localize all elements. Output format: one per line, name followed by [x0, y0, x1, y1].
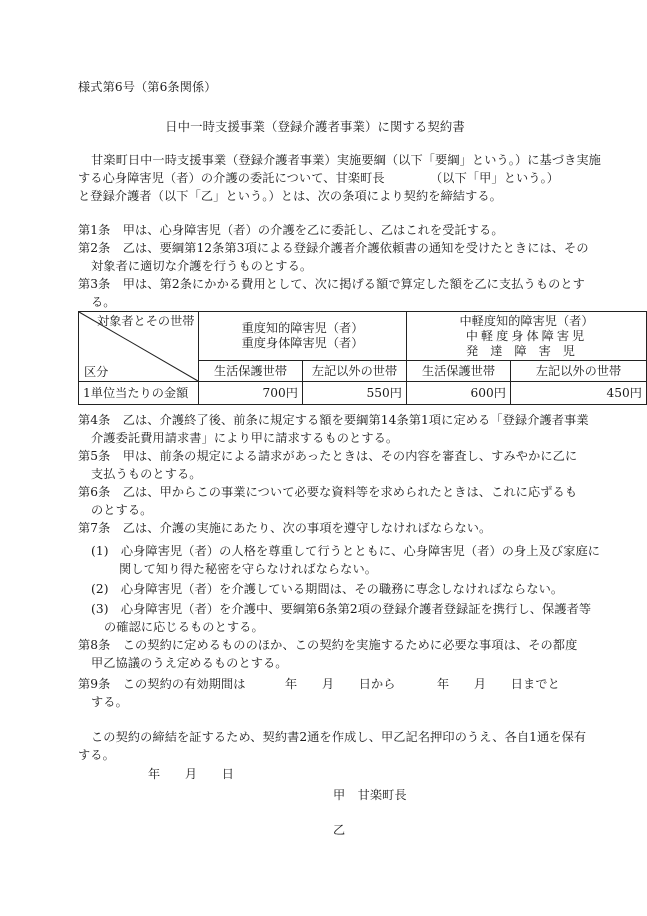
article-4-line-1: 第4条 乙は、介護終了後、前条に規定する額を要綱第14条第1項に定める「登録介護者事業	[78, 413, 589, 427]
article-7-item-3-line-2: の確認に応じるものとする。	[104, 620, 264, 634]
article-7: 第7条 乙は、介護の実施にあたり、次の事項を遵守しなければならない。	[78, 521, 492, 535]
article-6-line-1: 第6条 乙は、甲からこの事業について必要な資料等を求められたときは、これに応ずるも	[78, 485, 578, 499]
article-9-line-1a: 第9条 この契約の有効期間は	[78, 677, 246, 691]
article-2-line-1: 第2条 乙は、要綱第12条第3項による登録介護者介護依頼書の通知を受けたときには、その	[78, 241, 589, 255]
article-3-line-2: る。	[91, 295, 116, 309]
party-a-signature: 甲 甘楽町長	[333, 788, 407, 802]
article-8-line-1: 第8条 この契約に定めるもののほか、この契約を実施するために必要な事項は、その都度	[78, 638, 578, 652]
article-8-line-2: 甲乙協議のうえ定めるものとする。	[91, 656, 288, 670]
group-moderate-line-2: 中軽度身体障害児	[465, 328, 588, 343]
corner-header-target: 対象者とその世帯	[97, 314, 195, 328]
article-7-item-1-line-2: 関して知り得た秘密を守らなければならない。	[119, 562, 378, 576]
article-7-item-1-line-1: (1) 心身障害児（者）の人格を尊重して行うとともに、心身障害児（者）の身上及び家庭に	[91, 544, 601, 558]
group-header-moderate	[407, 312, 647, 361]
amount-cell: 550円	[303, 382, 407, 405]
subheader-other-1: 左記以外の世帯	[303, 361, 407, 382]
article-4-line-2: 介護委託費用請求書」により甲に請求するものとする。	[91, 431, 399, 445]
corner-header-category: 区分	[84, 365, 109, 379]
form-number: 様式第6号（第6条関係）	[78, 80, 217, 94]
article-5-line-2: 支払うものとする。	[91, 467, 202, 481]
closing-line-2: する。	[78, 748, 115, 762]
subheader-welfare-1: 生活保護世帯	[199, 361, 303, 382]
article-1: 第1条 甲は、心身障害児（者）の介護を乙に委託し、乙はこれを受託する。	[78, 223, 504, 237]
group-severe-line-1: 重度知的障害児（者）	[241, 321, 364, 335]
article-9-line-2: する。	[91, 695, 128, 709]
document-title: 日中一時支援事業（登録介護者事業）に関する契約書	[165, 119, 465, 134]
intro-line-3: と登録介護者（以下「乙」という。）とは、次の条項により契約を締結する。	[78, 189, 502, 203]
signing-date: 年 月 日	[148, 767, 235, 781]
group-moderate-line-1: 中軽度知的障害児（者）	[459, 313, 594, 328]
article-3-line-1: 第3条 甲は、第2条にかかる費用として、次に掲げる額で算定した額を乙に支払うものとす	[78, 277, 585, 291]
table-corner-cell	[79, 312, 199, 382]
intro-line-2a: する心身障害児（者）の介護の委託について、甘楽町長	[78, 171, 385, 185]
group-header-severe	[199, 312, 407, 361]
article-9-line-1c: 年 月 日までと	[437, 677, 560, 691]
amount-cell: 450円	[511, 382, 647, 405]
row-label-unit-amount: 1単位当たりの金額	[79, 382, 199, 405]
amount-cell: 600円	[407, 382, 511, 405]
group-moderate-line-3: 発達障害児	[466, 343, 587, 358]
article-6-line-2: のとする。	[91, 503, 153, 517]
subheader-welfare-2: 生活保護世帯	[407, 361, 511, 382]
article-9-line-1b: 年 月 日から	[285, 677, 396, 691]
fee-table	[78, 311, 647, 405]
party-b-signature: 乙	[333, 823, 346, 837]
intro-line-2b: （以下「甲」という。）	[430, 171, 560, 185]
closing-line-1: この契約の締結を証するため、契約書2通を作成し、甲乙記名押印のうえ、各自1通を保有	[91, 730, 587, 744]
subheader-other-2: 左記以外の世帯	[511, 361, 647, 382]
group-severe-line-2: 重度身体障害児（者）	[241, 336, 364, 350]
article-7-item-3-line-1: (3) 心身障害児（者）を介護中、要綱第6条第2項の登録介護者登録証を携行し、保護者等	[91, 602, 592, 616]
amount-cell: 700円	[199, 382, 303, 405]
article-2-line-2: 対象者に適切な介護を行うものとする。	[91, 259, 313, 273]
article-7-item-2: (2) 心身障害児（者）を介護している期間は、その職務に専念しなければならない。	[91, 582, 564, 596]
intro-line-1: 甘楽町日中一時支援事業（登録介護者事業）実施要綱（以下「要綱」という。）に基づき実施	[91, 153, 601, 167]
article-5-line-1: 第5条 甲は、前条の規定による請求があったときは、その内容を審査し、すみやかに乙に	[78, 449, 578, 463]
